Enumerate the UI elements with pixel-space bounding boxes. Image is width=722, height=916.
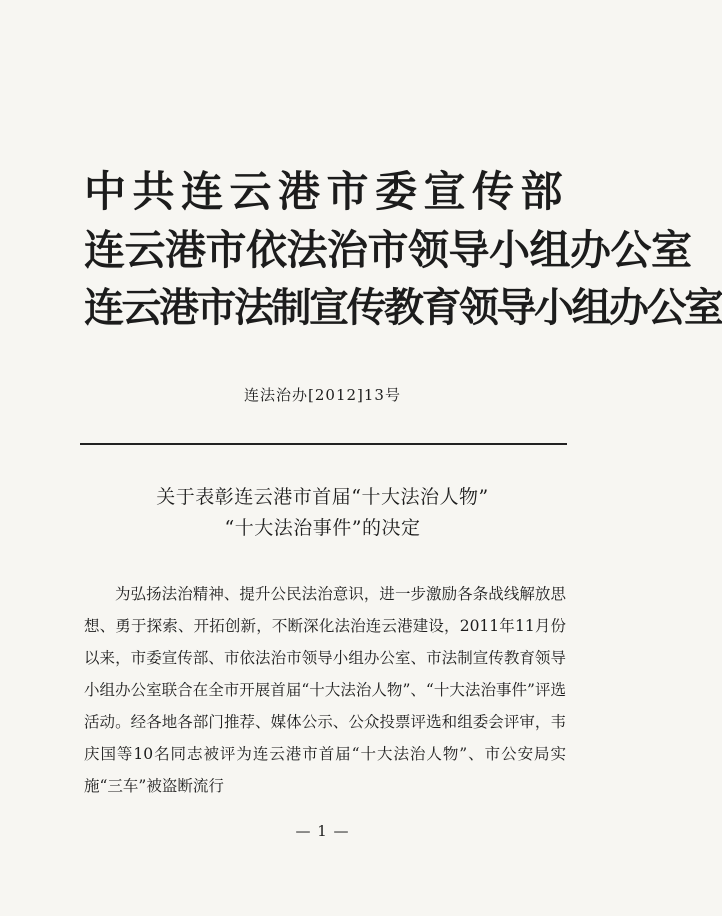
page-number: — 1 — (295, 822, 350, 840)
document-number: 连法治办[2012]13号 (244, 386, 401, 404)
document-title-line-2: “十大法治事件”的决定 (224, 517, 421, 539)
issuer-line-3: 连云港市法制宣传教育领导小组办公室 (84, 285, 722, 331)
document-title-line-1: 关于表彰连云港市首届“十大法治人物” (156, 486, 489, 508)
body-paragraph: 为弘扬法治精神、提升公民法治意识，进一步激励各条战线解放思想、勇于探索、开拓创新，不断深化法治连云港建设，2011年11月份以来，市委宣传部、市依法治市领导小组办公室、市法制宣传教育领导小组办公室联合在全市开展首届“十大法治人物”、“十大法治事件”评选活动。经各地各部门推荐、媒体公示、公众投票评选和组委会评审，韦庆国等10名同志被评为连云港市首届“十大法治人物”、市公安局实施“三车”被盗断流行 (84, 585, 566, 795)
issuer-line-1: 中共连云港市委宣传部 (84, 167, 570, 216)
red-header-divider (80, 443, 567, 445)
issuer-line-2: 连云港市依法治市领导小组办公室 (84, 226, 692, 274)
